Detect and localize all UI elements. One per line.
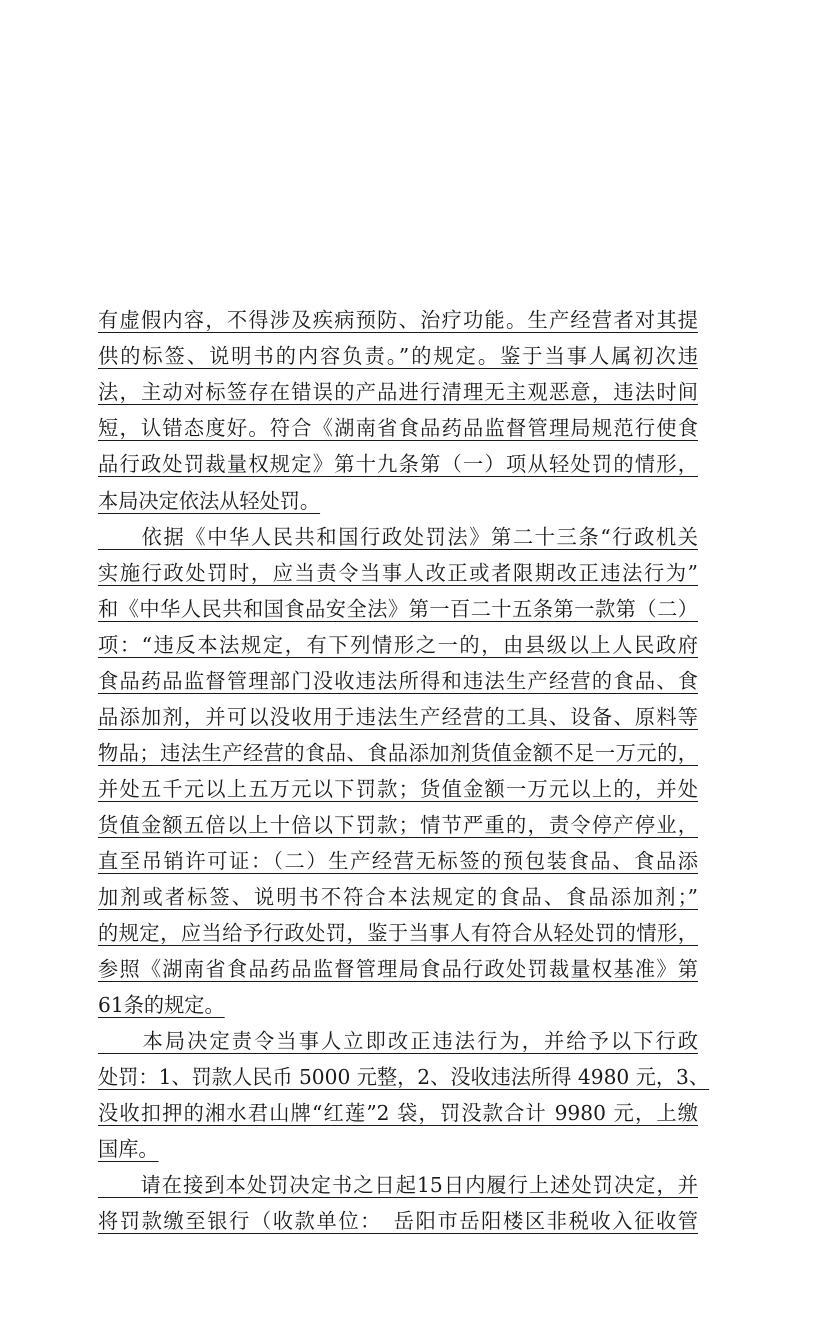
text-line-26: 将罚款缴至银行（收款单位： 岳阳市岳阳楼区非税收入征收管	[98, 1209, 698, 1233]
text-line-21: 本局决定责令当事人立即改正违法行为，并给予以下行政	[98, 1029, 698, 1053]
text-line-6: 本局决定依法从轻处罚。	[98, 489, 321, 513]
text-line-25: 请在接到本处罚决定书之日起15日内履行上述处罚决定，并	[98, 1173, 698, 1197]
text-line-15: 货值金额五倍以上十倍以下罚款；情节严重的，责令停产停业，	[98, 813, 698, 837]
text-line-19: 参照《湖南省食品药品监督管理局食品行政处罚裁量权基准》第	[98, 957, 698, 981]
text-line-3: 法，主动对标签存在错误的产品进行清理无主观恶意，违法时间	[98, 380, 698, 404]
text-line-11: 食品药品监督管理部门没收违法所得和违法生产经营的食品、食	[98, 669, 698, 693]
text-line-2: 供的标签、说明书的内容负责。”的规定。鉴于当事人属初次违	[98, 344, 698, 368]
text-line-4: 短，认错态度好。符合《湖南省食品药品监督管理局规范行使食	[98, 416, 698, 440]
text-line-20: 61条的规定。	[98, 993, 225, 1017]
text-line-23: 没收扣押的湘水君山牌“红莲”2 袋，罚没款合计 9980 元，上缴	[98, 1101, 698, 1125]
text-line-5: 品行政处罚裁量权规定》第十九条第（一）项从轻处罚的情形，	[98, 452, 698, 476]
text-line-13: 物品；违法生产经营的食品、食品添加剂货值金额不足一万元的，	[98, 741, 698, 765]
text-line-24: 国库。	[98, 1137, 159, 1161]
text-line-10: 项：“违反本法规定，有下列情形之一的，由县级以上人民政府	[98, 633, 698, 657]
text-line-1: 有虚假内容，不得涉及疾病预防、治疗功能。生产经营者对其提	[98, 308, 698, 332]
text-line-17: 加剂或者标签、说明书不符合本法规定的食品、食品添加剂；”	[98, 885, 698, 909]
text-line-22: 处罚：1、罚款人民币 5000 元整，2、没收违法所得 4980 元，3、	[98, 1065, 710, 1089]
text-line-14: 并处五千元以上五万元以下罚款；货值金额一万元以上的，并处	[98, 777, 698, 801]
text-line-9: 和《中华人民共和国食品安全法》第一百二十五条第一款第（二）	[98, 597, 698, 621]
text-line-8: 实施行政处罚时，应当责令当事人改正或者限期改正违法行为”	[98, 561, 698, 585]
text-line-12: 品添加剂，并可以没收用于违法生产经营的工具、设备、原料等	[98, 705, 698, 729]
text-line-7: 依据《中华人民共和国行政处罚法》第二十三条“行政机关	[98, 525, 698, 549]
text-line-18: 的规定，应当给予行政处罚，鉴于当事人有符合从轻处罚的情形，	[98, 921, 698, 945]
text-line-16: 直至吊销许可证：（二）生产经营无标签的预包装食品、食品添	[98, 849, 698, 873]
